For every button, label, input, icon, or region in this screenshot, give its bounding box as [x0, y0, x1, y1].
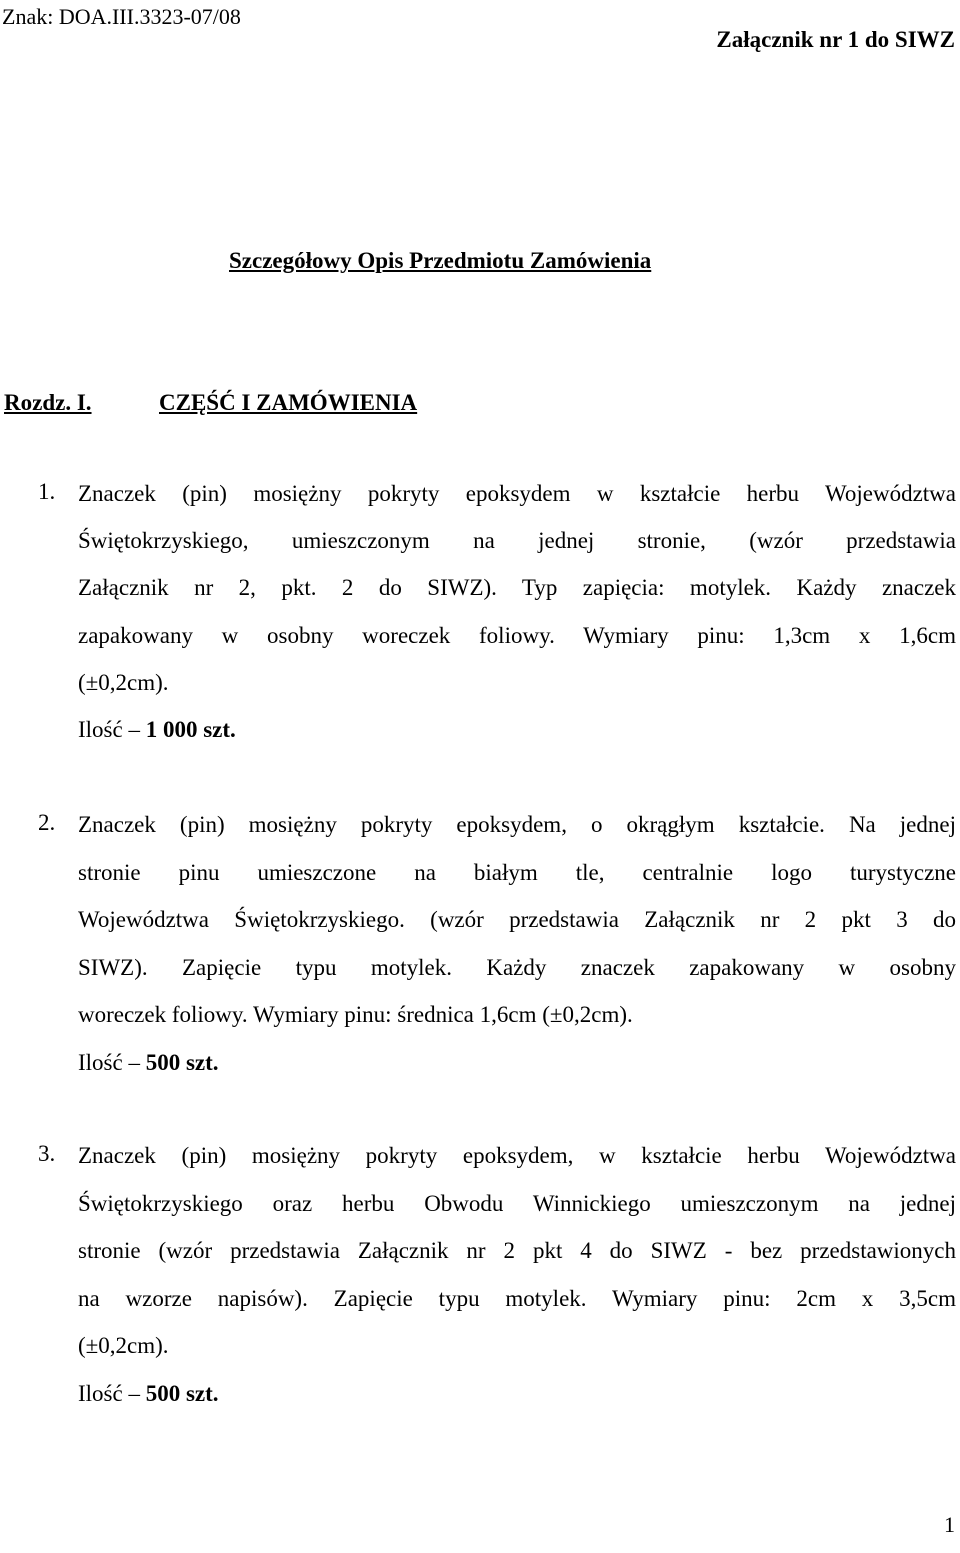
quantity-value: 1 000 szt.: [145, 717, 236, 742]
item-text-line: (±0,2cm).: [78, 670, 169, 695]
section-label: Rozdz. I.: [4, 390, 92, 415]
item-text-line: Znaczek (pin) mosiężny pokryty epoksydem, w kształcie herbu Województwa: [78, 1143, 956, 1168]
page-number: 1: [944, 1512, 955, 1537]
item-quantity: [78, 1048, 956, 1078]
item-text-line: Znaczek (pin) mosiężny pokryty epoksydem w kształcie herbu Województwa: [78, 481, 956, 506]
item-quantity: [78, 715, 956, 745]
item-text-line: Świętokrzyskiego oraz herbu Obwodu Winnickiego umieszczonym na jednej: [78, 1191, 956, 1216]
item-text-line: Województwa Świętokrzyskiego. (wzór przedstawia Załącznik nr 2 pkt 3 do: [78, 907, 956, 932]
quantity-value: 500 szt.: [145, 1381, 219, 1406]
quantity-label: Ilość –: [78, 1381, 146, 1406]
item-text-line: (±0,2cm).: [78, 1333, 169, 1358]
item-text-line: SIWZ). Zapięcie typu motylek. Każdy znaczek zapakowany w osobny: [78, 955, 956, 980]
section-name: CZĘŚĆ I ZAMÓWIENIA: [159, 390, 418, 415]
item-text-line: Znaczek (pin) mosiężny pokryty epoksydem, o okrągłym kształcie. Na jednej: [78, 812, 956, 837]
attachment-label: Załącznik nr 1 do SIWZ: [716, 27, 955, 52]
quantity-label: Ilość –: [78, 717, 146, 742]
item-number: 1.: [38, 479, 56, 504]
item-number: 2.: [38, 810, 56, 835]
item-text-line: Załącznik nr 2, pkt. 2 do SIWZ). Typ zapięcia: motylek. Każdy znaczek: [78, 575, 956, 600]
item-number: 3.: [38, 1141, 56, 1166]
document-reference: Znak: DOA.III.3323-07/08: [2, 4, 241, 29]
item-text-line: stronie (wzór przedstawia Załącznik nr 2 pkt 4 do SIWZ - bez przedstawionych: [78, 1238, 956, 1263]
item-text-line: na wzorze napisów). Zapięcie typu motylek. Wymiary pinu: 2cm x 3,5cm: [78, 1286, 956, 1311]
item-text-line: Świętokrzyskiego, umieszczonym na jednej stronie, (wzór przedstawia: [78, 528, 956, 553]
item-text-line: woreczek foliowy. Wymiary pinu: średnica 1,6cm (±0,2cm).: [78, 1002, 633, 1027]
document-title: Szczegółowy Opis Przedmiotu Zamówienia: [229, 248, 652, 273]
item-text-line: zapakowany w osobny woreczek foliowy. Wymiary pinu: 1,3cm x 1,6cm: [78, 623, 956, 648]
item-quantity: [78, 1379, 956, 1409]
quantity-value: 500 szt.: [145, 1050, 219, 1075]
item-text-line: stronie pinu umieszczone na białym tle, centralnie logo turystyczne: [78, 860, 956, 885]
quantity-label: Ilość –: [78, 1050, 146, 1075]
